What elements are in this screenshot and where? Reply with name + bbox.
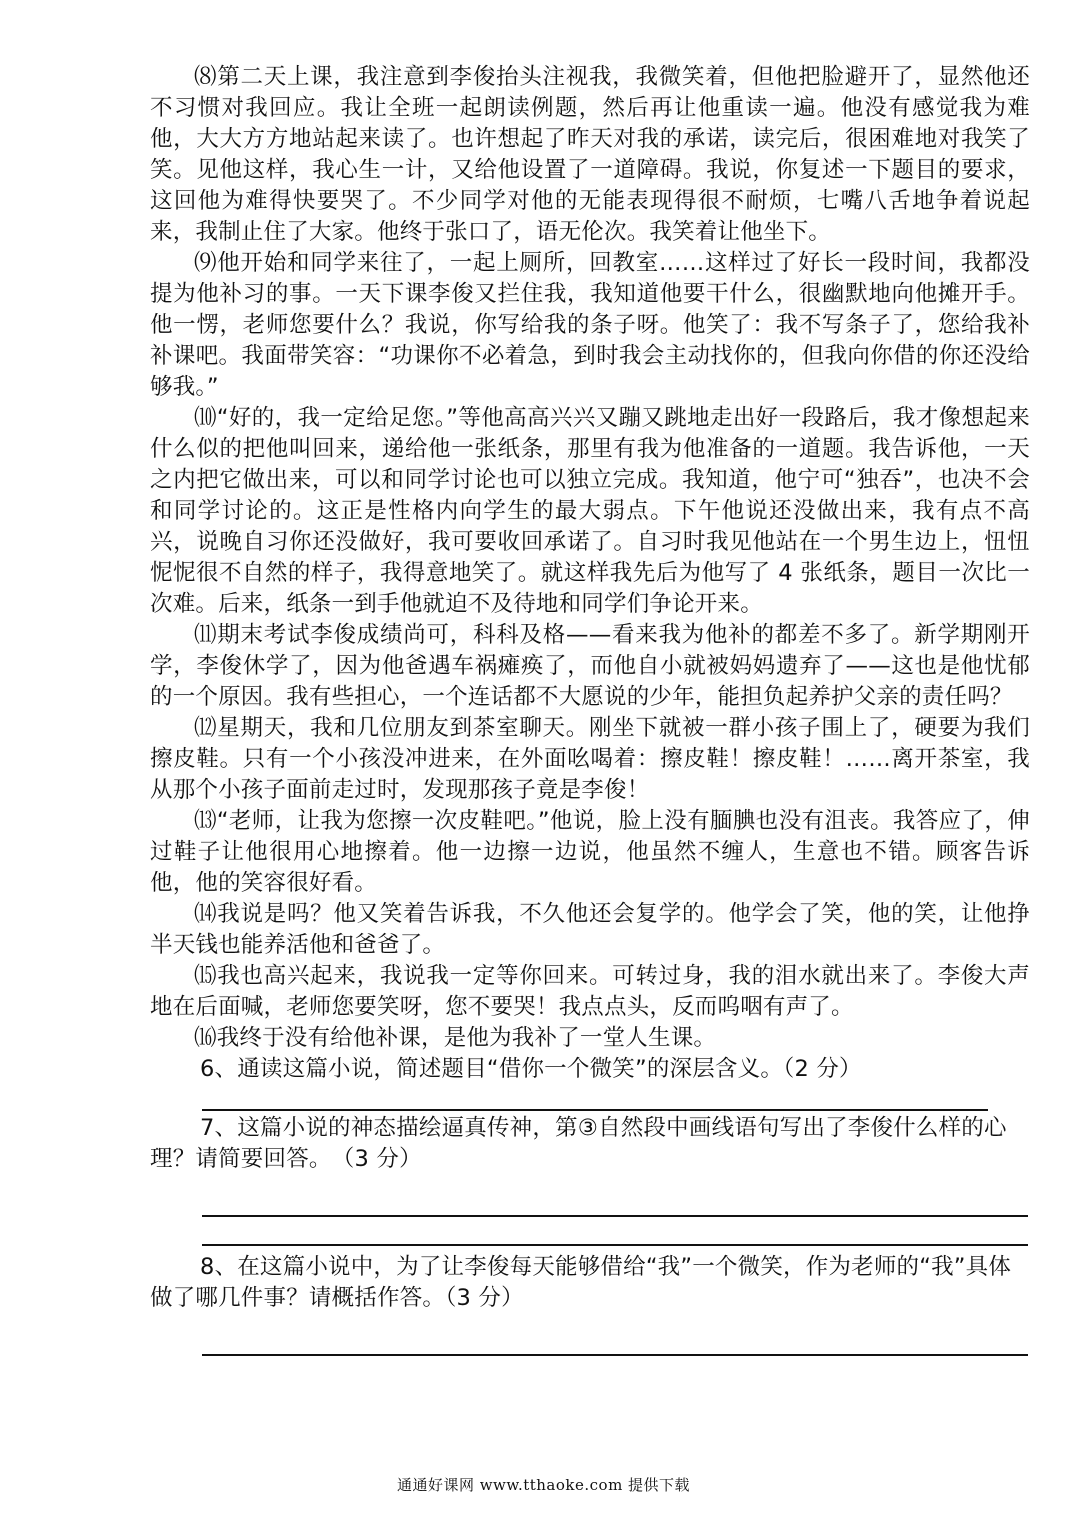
paragraph-16: ⒃我终于没有给他补课，是他为我补了一堂人生课。 <box>194 1025 717 1051</box>
paragraph-13: ⒀“老师，让我为您擦一次皮鞋吧。”他说，脸上没有腼腆也没有沮丧。我答应了，伸过鞋子让他很用心地擦着。他一边擦一边说，他虽然不缠人，生意也不错。顾客告诉他，他的笑容很好看。 <box>150 808 1030 896</box>
paragraph-15: ⒂我也高兴起来，我说我一定等你回来。可转过身，我的泪水就出来了。李俊大声地在后面喊，老师您要笑呀，您不要哭！我点点头，反而呜咽有声了。 <box>150 963 1030 1020</box>
question-6: 6、通读这篇小说，简述题目“借你一个微笑”的深层含义。（2 分） <box>200 1056 862 1082</box>
paragraph-12: ⑿星期天，我和几位朋友到茶室聊天。刚坐下就被一群小孩子围上了，硬要为我们擦皮鞋。只有一个小孩没冲进来，在外面吆喝着：擦皮鞋！擦皮鞋！……离开茶室，我从那个小孩子面前走过时，发现那孩子竟是李俊！ <box>150 715 1030 803</box>
paragraph-11: ⑾期末考试李俊成绩尚可，科科及格——看来我为他补的都差不多了。新学期刚开学，李俊休学了，因为他爸遇车祸瘫痪了，而他自小就被妈妈遗弃了——这也是他忧郁的一个原因。我有些担心，一个连话都不大愿说的少年，能担负起养护父亲的责任吗？ <box>150 622 1030 710</box>
paragraph-9: ⑼他开始和同学来往了，一起上厕所，回教室……这样过了好长一段时间，我都没提为他补习的事。一天下课李俊又拦住我，我知道他要干什么，很幽默地向他摊开手。他一愣，老师您要什么？我说，你写给我的条子呀。他笑了：我不写条子了，您给我补补课吧。我面带笑容：“功课你不必着急，到时我会主动找你的，但我向你借的你还没给够我。” <box>150 250 1030 400</box>
answer-line-q6[interactable] <box>202 1109 988 1111</box>
answer-line-q7-2[interactable] <box>202 1244 1028 1246</box>
question-7: 7、这篇小说的神态描绘逼真传神，第③自然段中画线语句写出了李俊什么样的心理？请简要回答。 （3 分） <box>150 1115 1007 1172</box>
paragraph-10: ⑽“好的，我一定给足您。”等他高高兴兴又蹦又跳地走出好一段路后，我才像想起来什么似的把他叫回来，递给他一张纸条，那里有我为他准备的一道题。我告诉他，一天之内把它做出来，可以和同学讨论也可以独立完成。我知道，他宁可“独吞”，也决不会和同学讨论的。这正是性格内向学生的最大弱点。下午他说还没做出来，我有点不高兴，说晚自习你还没做好，我可要收回承诺了。自习时我见他站在一个男生边上，忸忸怩怩很不自然的样子，我得意地笑了。就这样我先后为他写了 4 张纸条，题目一次比一次难。后来，纸条一到手他就迫不及待地和同学们争论开来。 <box>150 405 1030 617</box>
answer-line-q7-1[interactable] <box>202 1215 1028 1217</box>
footer-source: 通通好课网 www.tthaoke.com 提供下载 <box>396 1476 691 1494</box>
document-body <box>150 62 1030 1356</box>
question-8: 8、在这篇小说中，为了让李俊每天能够借给“我”一个微笑，作为老师的“我”具体做了哪几件事？请概括作答。（3 分） <box>150 1254 1012 1311</box>
paragraph-14: ⒁我说是吗？他又笑着告诉我，不久他还会复学的。他学会了笑，他的笑，让他挣半天钱也能养活他和爸爸了。 <box>150 901 1030 958</box>
answer-line-q8[interactable] <box>202 1354 1028 1356</box>
paragraph-8: ⑻第二天上课，我注意到李俊抬头注视我，我微笑着，但他把脸避开了，显然他还不习惯对我回应。我让全班一起朗读例题，然后再让他重读一遍。他没有感觉我为难他，大大方方地站起来读了。也许想起了昨天对我的承诺，读完后，很困难地对我笑了笑。见他这样，我心生一计，又给他设置了一道障碍。我说，你复述一下题目的要求，这回他为难得快要哭了。不少同学对他的无能表现得很不耐烦，七嘴八舌地争着说起来，我制止住了大家。他终于张口了，语无伦次。我笑着让他坐下。 <box>150 64 1030 245</box>
